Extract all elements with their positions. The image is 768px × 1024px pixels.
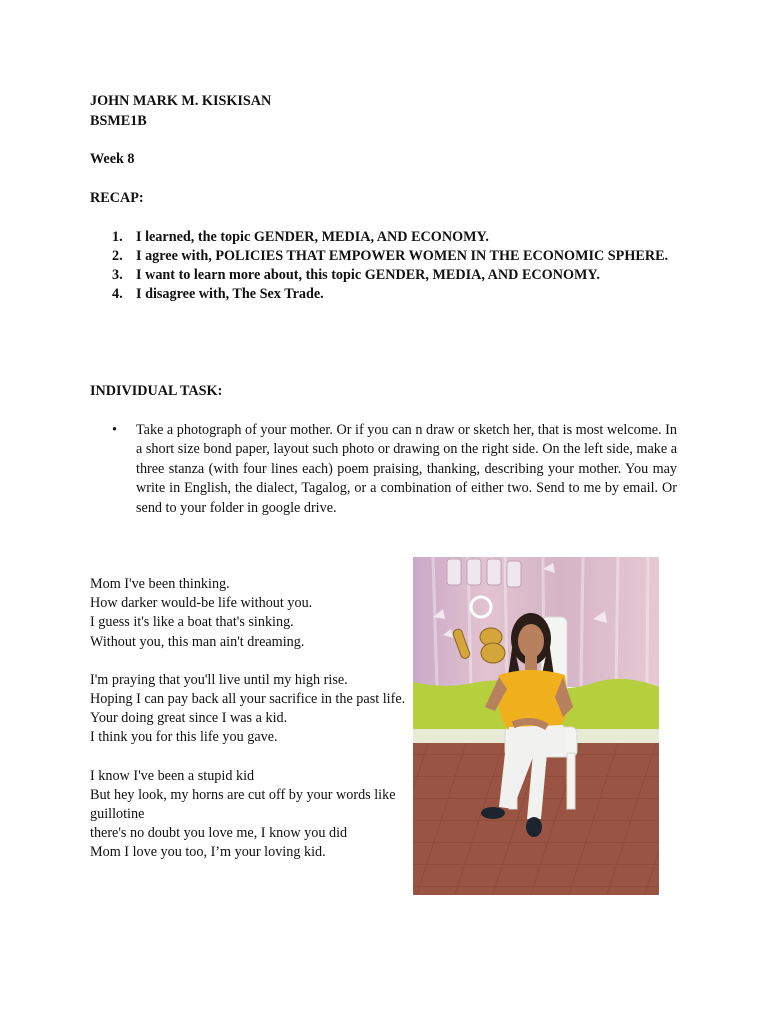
- recap-item-text: I want to learn more about, this topic GENDER, MEDIA, AND ECONOMY.: [136, 267, 600, 283]
- poem-line: there's no doubt you love me, I know you did: [90, 825, 348, 842]
- student-name: JOHN MARK M. KISKISAN: [90, 93, 272, 109]
- poem-line: But hey look, my horns are cut off by your words like guillotine: [90, 786, 396, 823]
- recap-item: [90, 285, 677, 304]
- poem-line: I'm praying that you'll live until my high rise.: [90, 671, 348, 688]
- list-number: 4.: [112, 286, 123, 302]
- poem-line: I guess it's like a boat that's sinking.: [90, 614, 294, 631]
- poem: [90, 575, 408, 882]
- task-item: [90, 421, 677, 518]
- task-instruction: Take a photograph of your mother. Or if you can n draw or sketch her, that is most welcome. In a short size bond paper, layout such photo or drawing on the right side. On the left side, make a three stanza (with four lines each) poem praising, thanking, describing your mother. You may write in English, the dialect, Tagalog, or a combination of either two. Send to me by email. Or send to your folder in google drive.: [136, 422, 677, 516]
- recap-heading: RECAP:: [90, 190, 144, 206]
- recap-item-text: I disagree with, The Sex Trade.: [136, 286, 324, 302]
- mother-photo-illustration: [413, 557, 659, 895]
- poem-stanza: [90, 575, 408, 652]
- poem-stanza: [90, 671, 408, 748]
- recap-item-text: I agree with, POLICIES THAT EMPOWER WOMEN IN THE ECONOMIC SPHERE.: [136, 248, 669, 264]
- poem-line: I think you for this life you gave.: [90, 729, 278, 746]
- list-number: 3.: [112, 267, 123, 283]
- poem-stanza: [90, 767, 408, 863]
- mother-photo: [413, 557, 659, 895]
- task-list: [90, 421, 677, 518]
- week-label: Week 8: [90, 151, 135, 167]
- poem-line: Mom I love you too, I’m your loving kid.: [90, 844, 326, 861]
- recap-item: [90, 228, 677, 247]
- recap-item-text: I learned, the topic GENDER, MEDIA, AND ECONOMY.: [136, 229, 489, 245]
- recap-item: [90, 266, 677, 285]
- poem-line: Hoping I can pay back all your sacrifice in the past life.: [90, 691, 406, 708]
- list-number: 1.: [112, 229, 123, 245]
- poem-line: Your doing great since I was a kid.: [90, 710, 288, 727]
- course-section: BSME1B: [90, 113, 147, 129]
- recap-list: [90, 228, 677, 304]
- list-number: 2.: [112, 248, 123, 264]
- poem-line: How darker would-be life without you.: [90, 595, 313, 612]
- poem-line: I know I've been a stupid kid: [90, 767, 255, 784]
- poem-line: Mom I've been thinking.: [90, 576, 230, 592]
- bullet-icon: •: [112, 422, 117, 438]
- individual-task-heading: INDIVIDUAL TASK:: [90, 383, 223, 399]
- recap-item: [90, 247, 677, 266]
- poem-line: Without you, this man ain't dreaming.: [90, 633, 305, 650]
